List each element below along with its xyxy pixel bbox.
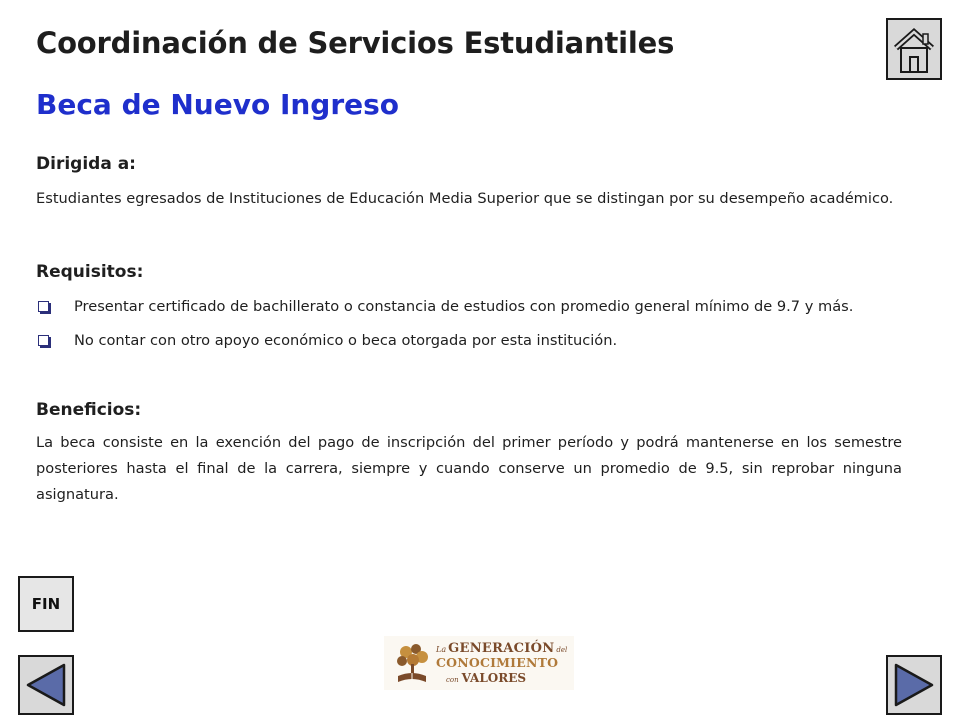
dirigida-text: Estudiantes egresados de Instituciones de Educación Media Superior que se distingan por su desempeño académico. [36, 190, 894, 207]
checkbox-bullet-icon [38, 301, 49, 312]
requisitos-list [36, 294, 902, 362]
logo-con: con [446, 675, 459, 684]
next-button[interactable] [886, 655, 942, 715]
logo-del: del [556, 646, 568, 655]
beneficios-text: La beca consiste en la exención del pago de inscripción del primer período y podrá mantenerse en los semestre posteriores hasta el final de la carrera, siempre y cuando conserve un promedio de 9.5, sin reprobar ninguna asignatura. [36, 434, 902, 503]
list-item [36, 294, 902, 320]
previous-button[interactable] [18, 655, 74, 715]
section-heading-beneficios: Beneficios: [36, 400, 142, 420]
logo-conocimiento: CONOCIMIENTO [436, 655, 559, 671]
list-item [36, 328, 902, 354]
section-heading-requisitos: Requisitos: [36, 262, 144, 282]
section-heading-dirigida: Dirigida a: [36, 154, 136, 174]
page-subtitle: Beca de Nuevo Ingreso [36, 88, 400, 121]
page-title: Coordinación de Servicios Estudiantiles [36, 26, 675, 60]
logo-generacion: GENERACIÓN [448, 641, 555, 657]
home-button[interactable] [886, 18, 942, 80]
home-icon [890, 24, 938, 76]
list-item-text: No contar con otro apoyo económico o beca otorgada por esta institución. [74, 332, 618, 349]
logo-valores: VALORES [461, 670, 527, 685]
list-item-text: Presentar certificado de bachillerato o constancia de estudios con promedio general mínimo de 9.7 y más. [74, 298, 854, 315]
checkbox-bullet-icon [38, 335, 49, 346]
logo-la: La [436, 645, 447, 655]
fin-button[interactable]: FIN [18, 576, 74, 632]
institution-logo [384, 636, 574, 690]
tree-book-emblem-icon [392, 640, 432, 686]
triangle-left-icon [24, 663, 68, 707]
triangle-right-icon [892, 663, 936, 707]
